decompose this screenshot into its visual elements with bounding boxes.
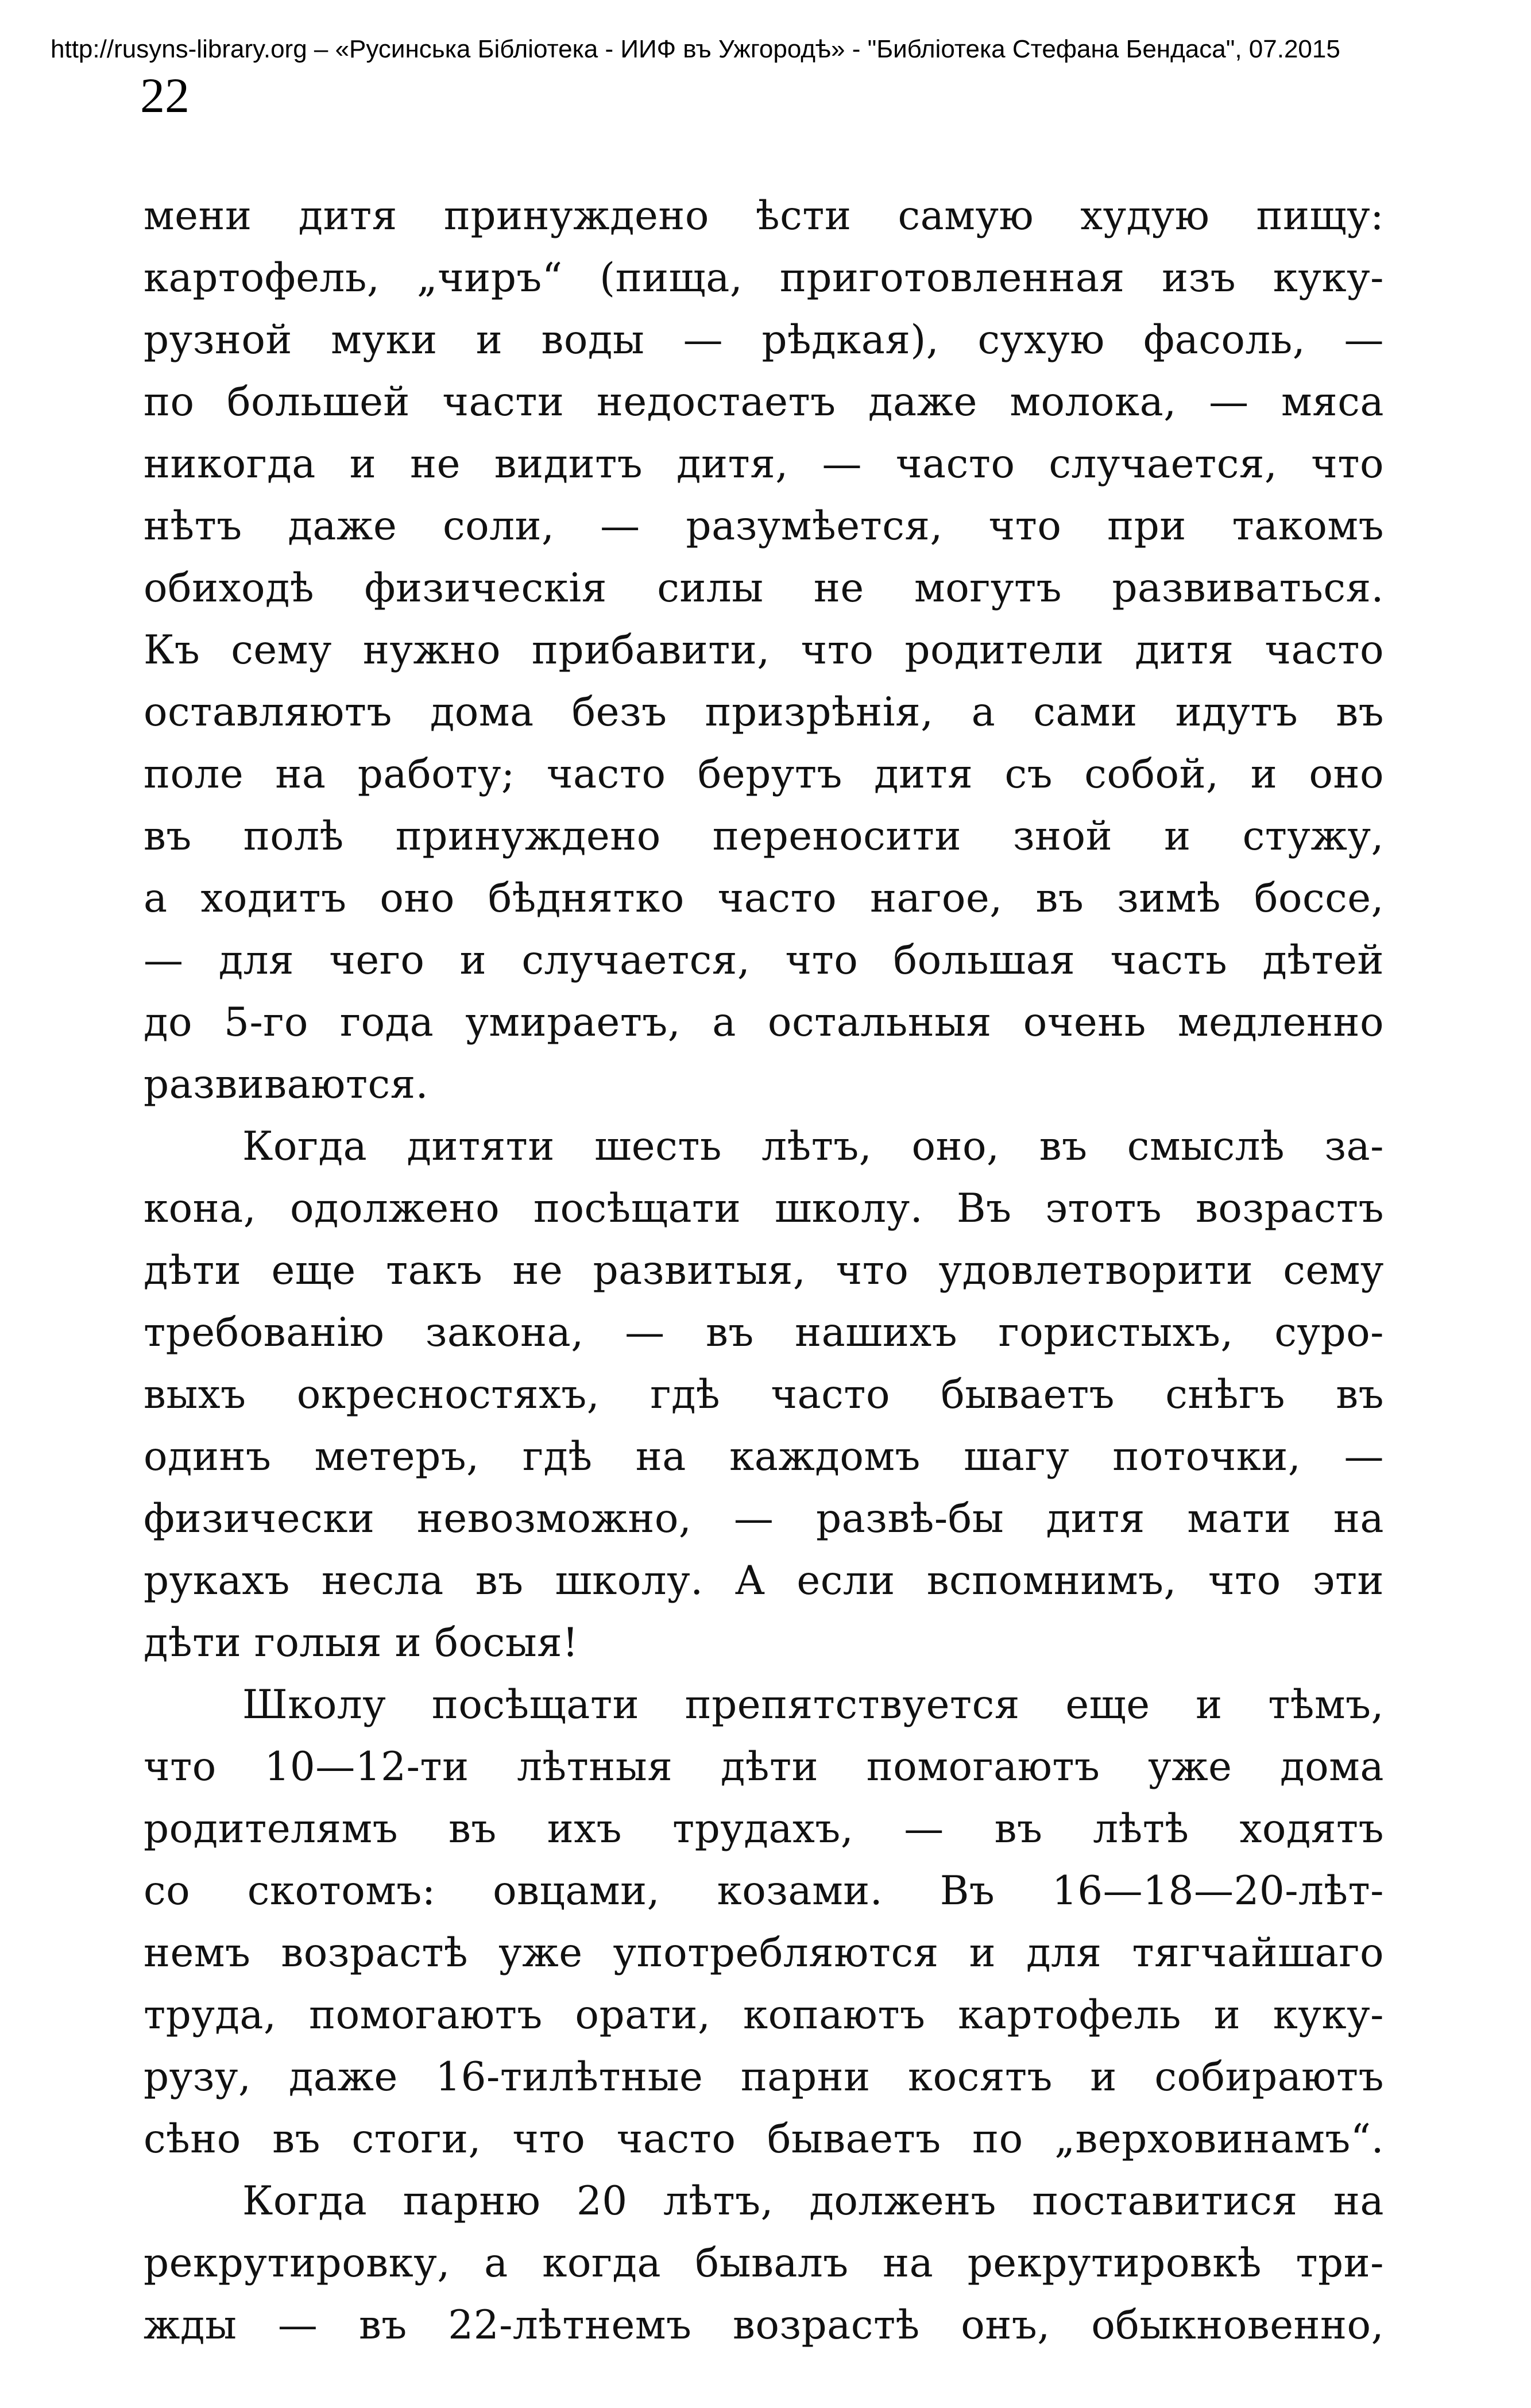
text-line: что 10—12-ти лѣтныя дѣти помогаютъ уже дома <box>144 1744 1384 1790</box>
text-line: труда, помогаютъ орати, копаютъ картофель и куку- <box>144 1992 1384 2038</box>
text-line: мени дитя принуждено ѣсти самую худую пищу: <box>144 193 1384 239</box>
text-line: — для чего и случается, что большая часть дѣтей <box>144 937 1384 983</box>
text-line: Когда дитяти шесть лѣтъ, оно, въ смыслѣ за- <box>242 1124 1384 1170</box>
text-line: обиходѣ физическія силы не могутъ развиваться. <box>144 565 1384 611</box>
page-number: 22 <box>140 68 190 123</box>
text-line: сѣно въ стоги, что часто бываетъ по „верховинамъ“. <box>144 2116 1384 2162</box>
text-line: дѣти еще такъ не развитыя, что удовлетворити сему <box>144 1248 1384 1294</box>
paragraph-3 <box>144 1674 1384 2170</box>
paragraph-1 <box>144 185 1384 1116</box>
text-line: въ полѣ принуждено переносити зной и стужу, <box>144 813 1384 859</box>
paragraph-2 <box>144 1116 1384 1674</box>
text-line: рузу, даже 16-тилѣтные парни косятъ и собираютъ <box>144 2054 1384 2100</box>
text-line: нѣтъ даже соли, — разумѣется, что при такомъ <box>144 503 1384 549</box>
text-line: картофель, „чиръ“ (пища, приготовленная изъ куку- <box>144 255 1384 301</box>
text-line: одинъ метеръ, гдѣ на каждомъ шагу поточки, — <box>144 1434 1384 1480</box>
paragraphs <box>144 185 1384 2356</box>
text-line: Къ сему нужно прибавити, что родители дитя часто <box>144 627 1384 673</box>
text-line: немъ возрастѣ уже употребляются и для тягчайшаго <box>144 1930 1384 1976</box>
text-line: рукахъ несла въ школу. А если вспомнимъ, что эти <box>144 1558 1384 1604</box>
text-line: поле на работу; часто берутъ дитя съ собой, и оно <box>144 751 1384 797</box>
text-line: жды — въ 22-лѣтнемъ возрастѣ онъ, обыкновенно, <box>144 2302 1384 2348</box>
text-line: а ходитъ оно бѣднятко часто нагое, въ зимѣ боссе, <box>144 875 1384 921</box>
text-line: Школу посѣщати препятствуется еще и тѣмъ, <box>242 1682 1384 1728</box>
source-watermark: http://rusyns-library.org – «Русинська Бібліотека - ИИФ въ Ужгородѣ» - "Библіотека Стефана Бендаса", 07.2015 <box>51 35 1340 63</box>
text-line: оставляютъ дома безъ призрѣнія, а сами идутъ въ <box>144 689 1384 735</box>
text-line: развиваются. <box>144 1062 429 1107</box>
text-line: дѣти голыя и босыя! <box>144 1620 579 1666</box>
text-line: Когда парню 20 лѣтъ, долженъ поставитися на <box>242 2178 1384 2224</box>
text-line: до 5-го года умираетъ, а остальныя очень медленно <box>144 1000 1384 1045</box>
text-line: кона, одолжено посѣщати школу. Въ этотъ возрастъ <box>144 1186 1384 1232</box>
text-line: выхъ окресностяхъ, гдѣ часто бываетъ снѣгъ въ <box>144 1372 1384 1418</box>
body-text <box>144 185 1384 2356</box>
paragraph-4 <box>144 2170 1384 2356</box>
text-line: со скотомъ: овцами, козами. Въ 16—18—20-лѣт- <box>144 1868 1384 1914</box>
text-line: родителямъ въ ихъ трудахъ, — въ лѣтѣ ходятъ <box>144 1806 1384 1852</box>
text-line: физически невозможно, — развѣ-бы дитя мати на <box>144 1496 1384 1542</box>
text-line: требованію закона, — въ нашихъ гористыхъ, суро- <box>144 1310 1384 1356</box>
text-line: рекрутировку, а когда бывалъ на рекрутировкѣ три- <box>144 2240 1384 2286</box>
text-line: по большей части недостаетъ даже молока, — мяса <box>144 379 1384 425</box>
text-line: никогда и не видитъ дитя, — часто случается, что <box>144 441 1384 487</box>
text-line: рузной муки и воды — рѣдкая), сухую фасоль, — <box>144 317 1384 363</box>
